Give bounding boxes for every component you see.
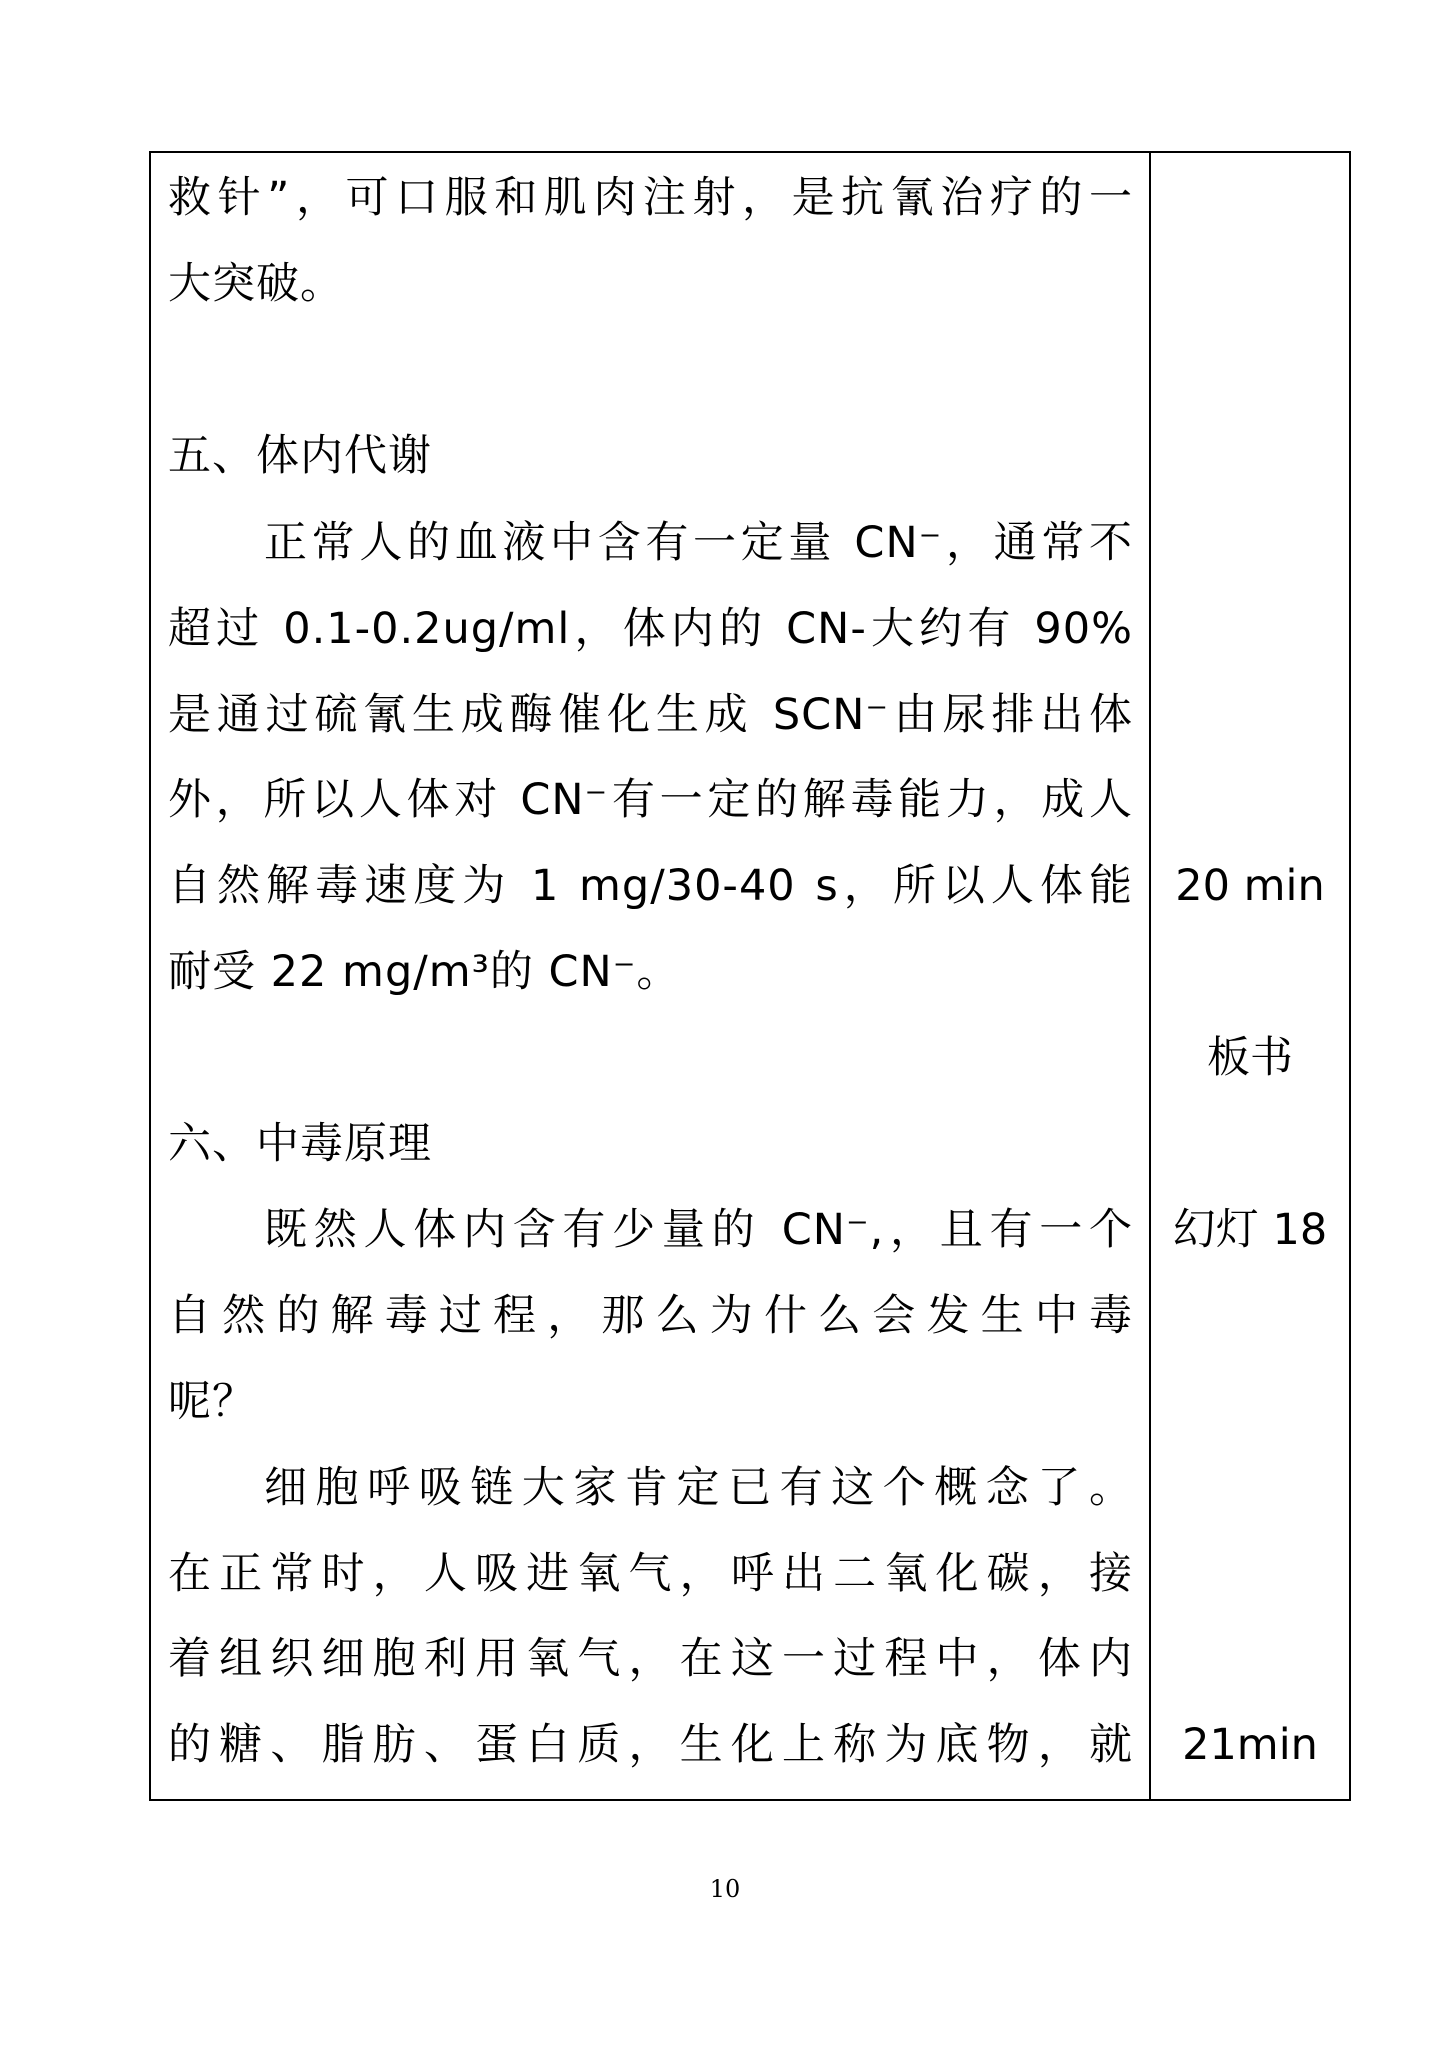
teaching-note: 板书 <box>1207 1033 1293 1083</box>
section-heading: 五、体内代谢 <box>168 431 432 481</box>
column-divider <box>1149 151 1151 1801</box>
text-line: 自然的解毒过程，那么为什么会发生中毒 <box>168 1291 1133 1341</box>
text-line: 着组织细胞利用氧气，在这一过程中，体内 <box>168 1634 1133 1684</box>
text-line: 大突破。 <box>168 259 344 309</box>
text-line: 的糖、脂肪、蛋白质，生化上称为底物，就 <box>168 1720 1133 1770</box>
time-note: 21min <box>1182 1720 1318 1770</box>
page-number: 10 <box>709 1875 741 1903</box>
text-line: 超过 0.1-0.2ug/ml，体内的 CN-大约有 90% <box>168 604 1133 654</box>
text-line: 是通过硫氰生成酶催化生成 SCN⁻由尿排出体 <box>168 690 1133 740</box>
section-heading: 六、中毒原理 <box>168 1119 432 1169</box>
slide-note: 幻灯 18 <box>1172 1205 1328 1255</box>
text-line: 正常人的血液中含有一定量 CN⁻，通常不 <box>264 518 1133 568</box>
text-line: 耐受 22 mg/m³的 CN⁻。 <box>168 947 681 997</box>
time-note: 20 min <box>1175 861 1325 911</box>
text-line: 救针”，可口服和肌肉注射，是抗氰治疗的一 <box>168 173 1133 223</box>
text-line: 自然解毒速度为 1 mg/30-40 s，所以人体能 <box>168 861 1133 911</box>
text-line: 细胞呼吸链大家肯定已有这个概念了。 <box>264 1463 1133 1513</box>
text-line: 在正常时，人吸进氧气，呼出二氧化碳，接 <box>168 1549 1133 1599</box>
text-line: 外，所以人体对 CN⁻有一定的解毒能力，成人 <box>168 775 1133 825</box>
text-line: 既然人体内含有少量的 CN⁻,，且有一个 <box>264 1205 1133 1255</box>
text-line: 呢？ <box>168 1377 256 1427</box>
